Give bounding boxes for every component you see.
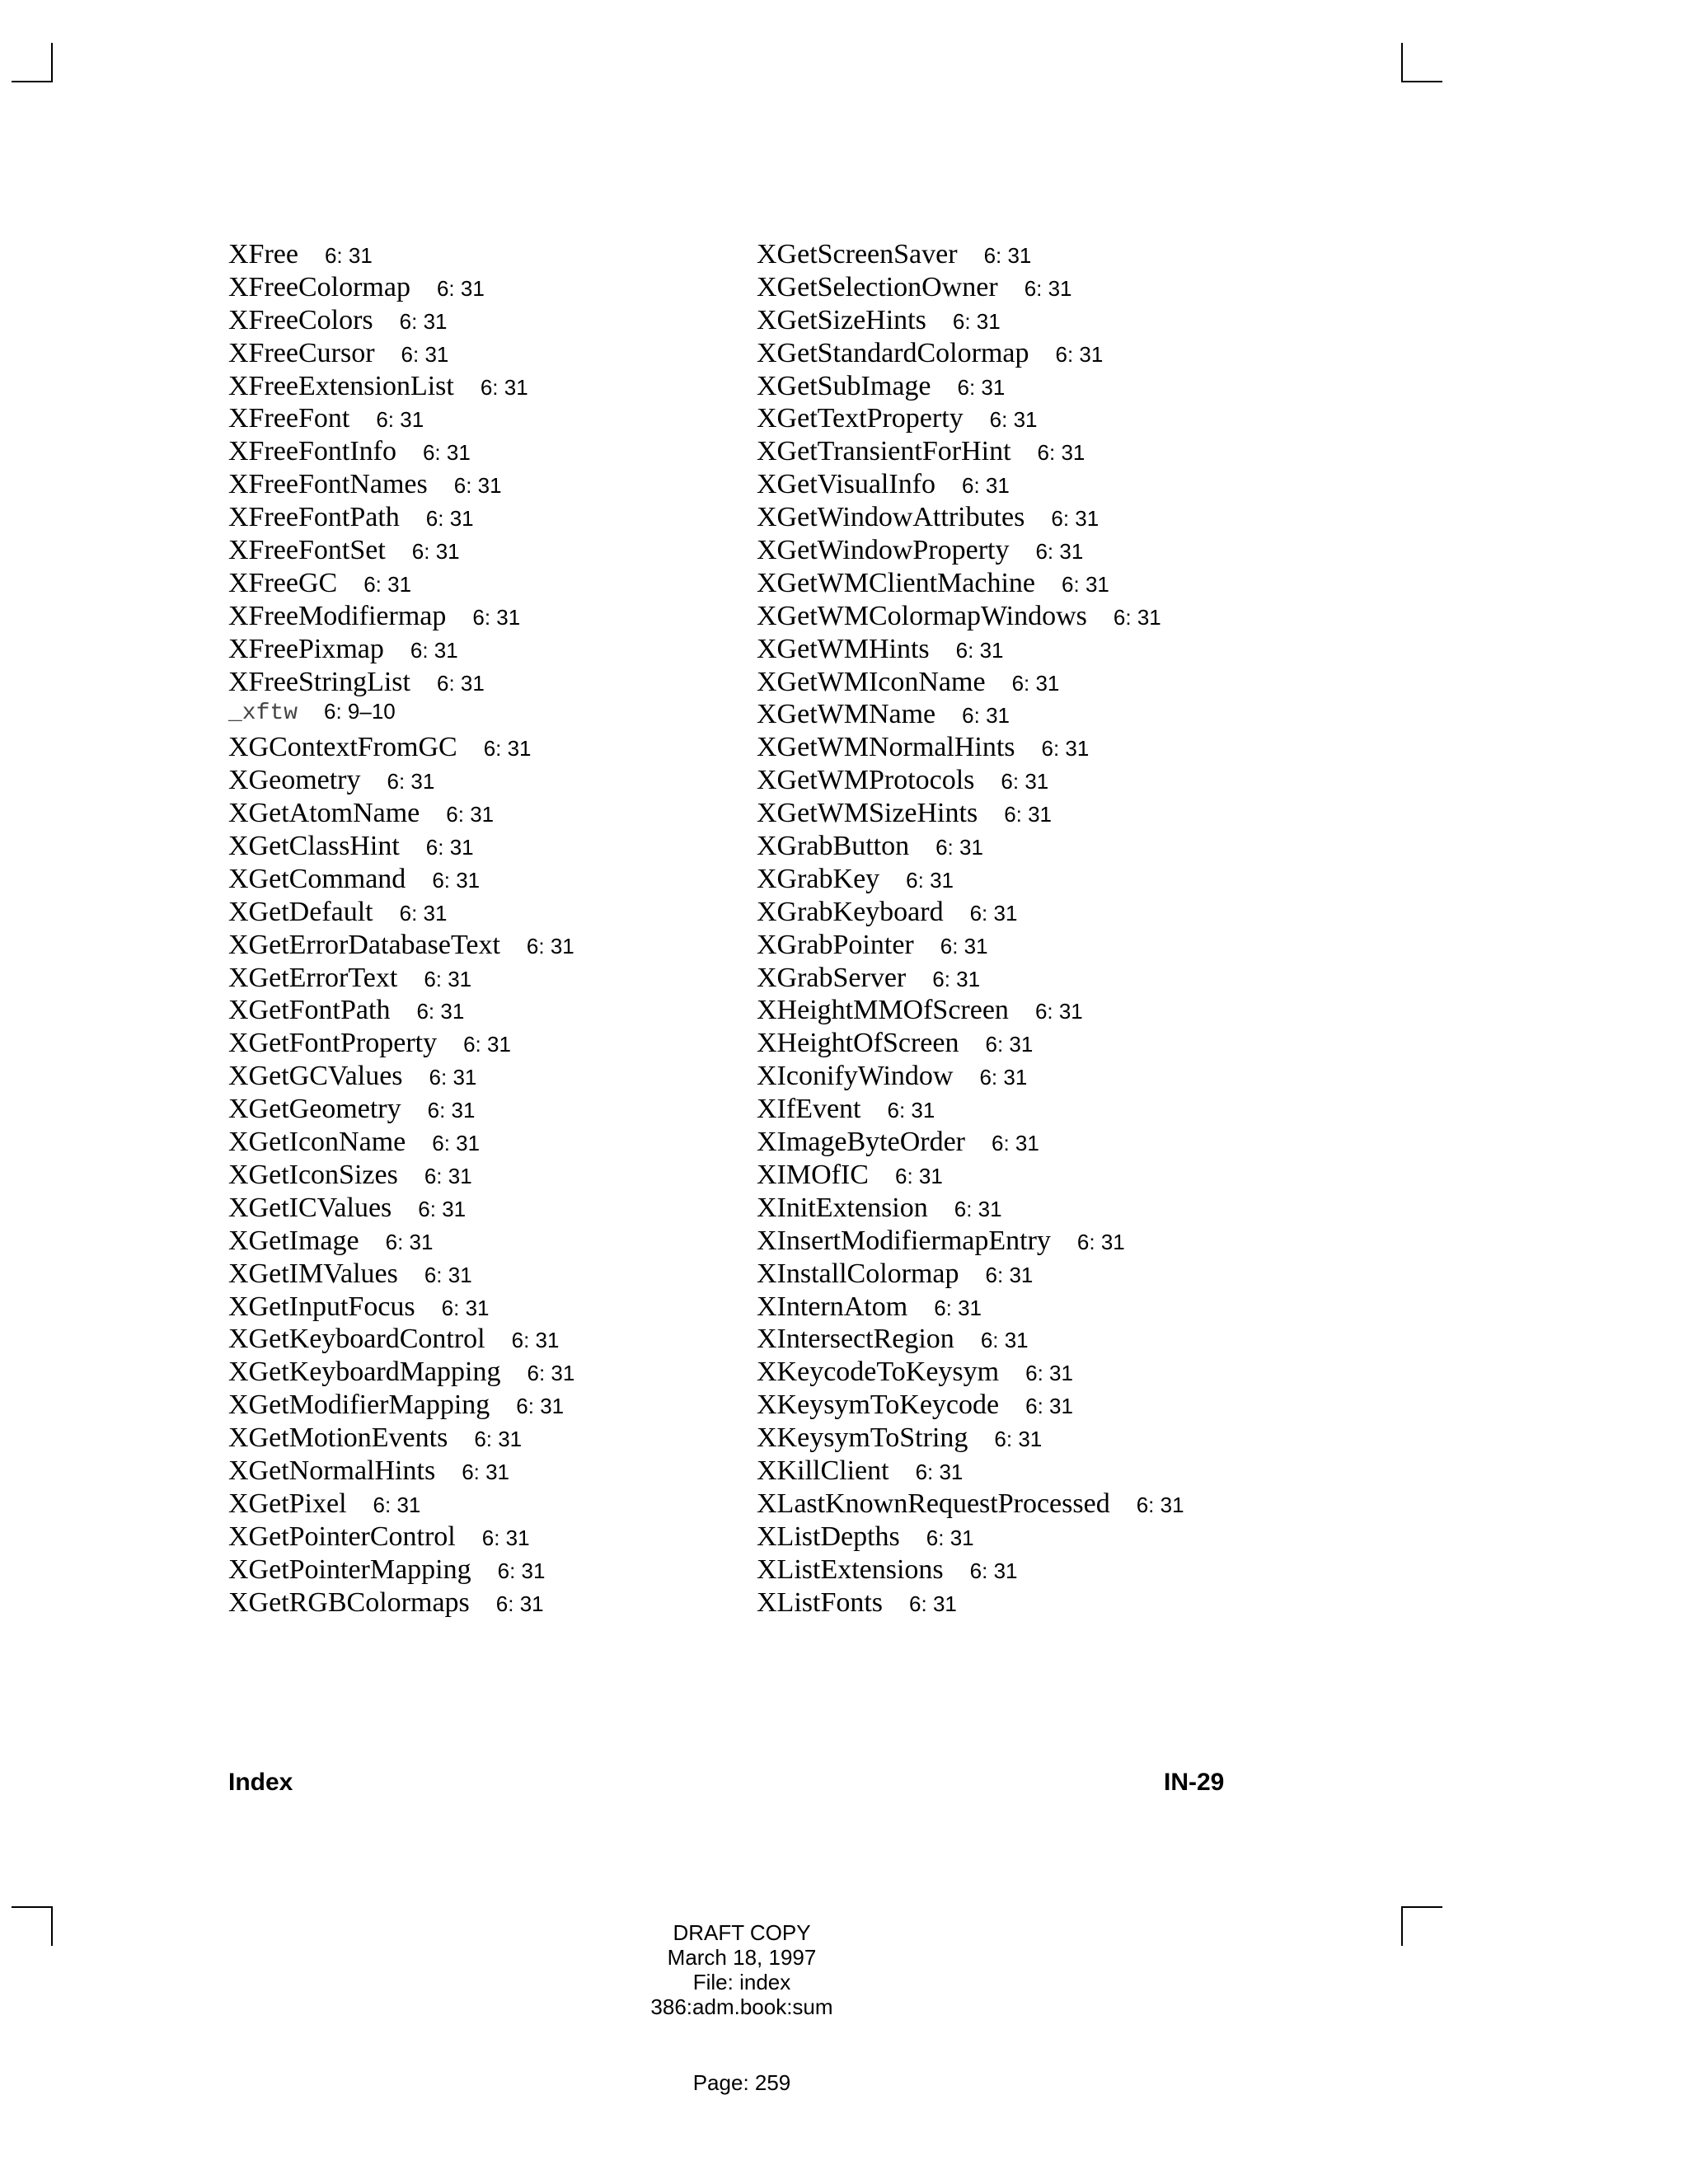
index-term: XGetVisualInfo (757, 469, 936, 500)
index-page-ref: 6: 31 (432, 1131, 481, 1156)
index-term: XInstallColormap (757, 1258, 959, 1289)
index-page-ref: 6: 31 (906, 867, 954, 893)
index-entry (757, 1324, 1184, 1357)
index-term: XGetSubImage (757, 370, 931, 401)
index-entry (757, 403, 1184, 436)
index-term: XGetGeometry (228, 1094, 401, 1125)
index-entry (228, 864, 574, 897)
index-page-ref: 6: 31 (401, 341, 449, 367)
index-term: XImageByteOrder (757, 1127, 966, 1158)
index-entry (757, 634, 1184, 667)
index-entry (228, 1324, 574, 1357)
index-page-ref: 6: 31 (511, 1328, 560, 1353)
index-page-ref: 6: 31 (992, 1131, 1039, 1156)
index-page-ref: 6: 31 (1025, 1361, 1073, 1386)
index-term: XGetAtomName (228, 798, 420, 829)
index-term: XFreeStringList (228, 666, 410, 697)
index-page-ref: 6: 31 (481, 1525, 530, 1550)
index-entry (757, 831, 1184, 864)
index-entry (228, 995, 574, 1028)
index-page-ref: 6: 31 (1076, 1229, 1125, 1254)
index-page-ref: 6: 31 (432, 867, 481, 893)
index-page-ref: 6: 31 (376, 407, 424, 433)
index-entry (757, 469, 1184, 502)
index-entry (228, 1258, 574, 1291)
index-term: XKeycodeToKeysym (757, 1357, 1000, 1388)
index-entry (228, 634, 574, 667)
index-column-left (228, 239, 574, 1619)
index-page-ref: 6: 31 (497, 1558, 546, 1583)
index-term: XGetIconSizes (228, 1159, 398, 1190)
index-entry (228, 1390, 574, 1422)
index-page-ref: 6: 31 (985, 1262, 1034, 1287)
index-entry (228, 469, 574, 502)
index-page-ref: 6: 31 (1025, 1394, 1073, 1419)
index-page-ref: 6: 31 (1051, 506, 1100, 532)
index-term: XGetSelectionOwner (757, 271, 998, 302)
crop-mark-top-right-h (1401, 81, 1442, 82)
index-page-ref: 6: 31 (462, 1459, 510, 1484)
index-entry (757, 502, 1184, 535)
index-term: XGetModifierMapping (228, 1390, 490, 1421)
index-term: XGetIMValues (228, 1258, 398, 1289)
index-entry (228, 601, 574, 634)
index-entry (757, 272, 1184, 305)
index-entry (757, 963, 1184, 996)
index-entry (757, 1094, 1184, 1127)
index-entry (757, 732, 1184, 765)
index-page-ref: 6: 31 (453, 473, 502, 499)
index-term: XGetICValues (228, 1192, 392, 1223)
index-term: XInternAtom (757, 1291, 908, 1322)
index-page-ref: 6: 31 (1011, 670, 1060, 696)
index-page-ref: 6: 31 (429, 1065, 477, 1090)
index-entry (757, 1291, 1184, 1324)
index-entry (228, 1094, 574, 1127)
index-term: XGetTextProperty (757, 403, 964, 434)
index-term: XGetFontProperty (228, 1028, 438, 1059)
index-entry (228, 1160, 574, 1193)
index-page-ref: 6: 31 (427, 1098, 476, 1123)
index-entry (757, 1455, 1184, 1488)
index-page-ref: 6: 31 (411, 539, 460, 565)
index-term: XFreeFontNames (228, 469, 428, 500)
crop-mark-bottom-left-h (12, 1906, 53, 1908)
index-page-ref: 6: 31 (399, 308, 448, 334)
index-term: XGetWMClientMachine (757, 567, 1036, 598)
index-entry (228, 1226, 574, 1258)
index-page-ref: 6: 31 (969, 1558, 1018, 1583)
crop-mark-bottom-right-v (1401, 1906, 1403, 1946)
index-page-ref: 6: 31 (436, 275, 485, 301)
index-term: XFreeGC (228, 567, 338, 598)
index-term: XFreeFontSet (228, 535, 386, 566)
index-term: XInsertModifiermapEntry (757, 1225, 1051, 1256)
index-entry (757, 864, 1184, 897)
index-term: XFreeColors (228, 304, 373, 335)
index-page-ref: 6: 31 (446, 802, 495, 827)
index-entry (757, 930, 1184, 963)
index-page-ref: 6: 31 (969, 900, 1018, 926)
index-entry (757, 699, 1184, 732)
index-term: XKillClient (757, 1455, 889, 1486)
draft-stamp (577, 1920, 907, 2019)
index-entry (757, 601, 1184, 634)
index-entry (228, 667, 574, 700)
index-term: XGetTransientForHint (757, 436, 1011, 467)
index-term: XInitExtension (757, 1192, 928, 1223)
index-term: XGeometry (228, 765, 361, 796)
index-entry (228, 239, 574, 272)
index-page-ref: 6: 31 (424, 1262, 472, 1287)
index-term: XGetWMName (757, 699, 936, 730)
index-entry (228, 897, 574, 930)
index-entry (228, 1422, 574, 1455)
index-term: XGetSizeHints (757, 304, 926, 335)
index-page-ref: 6: 31 (962, 473, 1010, 499)
index-page-ref: 6: 31 (1037, 440, 1085, 466)
index-entry (228, 568, 574, 601)
index-term: XGetWMSizeHints (757, 798, 978, 829)
draft-date: March 18, 1997 (667, 1945, 817, 1970)
index-term: XGrabPointer (757, 929, 914, 960)
index-entry (228, 502, 574, 535)
draft-book: 386:adm.book:sum (650, 1994, 833, 2019)
index-entry (757, 371, 1184, 404)
index-page-ref: 6: 31 (373, 1492, 421, 1517)
index-term: XGetIconName (228, 1127, 406, 1158)
index-entry (228, 699, 574, 732)
index-term: XGetErrorText (228, 962, 398, 993)
index-term: XGContextFromGC (228, 732, 457, 763)
index-term: XFreeFontInfo (228, 436, 396, 467)
index-entry (228, 1291, 574, 1324)
index-page-ref: 6: 9–10 (324, 699, 396, 724)
index-entry (757, 1028, 1184, 1061)
index-page-ref: 6: 31 (1024, 275, 1072, 301)
index-page-ref: 6: 31 (1035, 539, 1084, 565)
index-term: XGetMotionEvents (228, 1422, 448, 1454)
index-entry (228, 930, 574, 963)
index-entry (228, 305, 574, 338)
index-entry (228, 1357, 574, 1390)
index-page-ref: 6: 31 (940, 933, 988, 958)
index-page-ref: 6: 31 (425, 835, 474, 860)
index-page-ref: 6: 31 (1001, 769, 1049, 794)
index-page-ref: 6: 31 (1062, 571, 1109, 597)
index-entry (228, 765, 574, 798)
index-page-ref: 6: 31 (994, 1427, 1043, 1452)
index-entry (757, 995, 1184, 1028)
index-page-ref: 6: 31 (894, 1163, 943, 1188)
index-page-ref: 6: 31 (915, 1459, 964, 1484)
index-term: XGetImage (228, 1225, 359, 1256)
index-page-ref: 6: 31 (385, 1229, 434, 1254)
index-column-right (757, 239, 1184, 1619)
index-page-ref: 6: 31 (985, 1032, 1034, 1057)
index-entry (228, 732, 574, 765)
index-term: XIntersectRegion (757, 1324, 954, 1355)
index-page-ref: 6: 31 (424, 966, 472, 991)
index-term: XGetWMColormapWindows (757, 600, 1087, 631)
index-entry (228, 798, 574, 831)
crop-mark-bottom-left-v (51, 1906, 53, 1946)
index-entry (757, 1357, 1184, 1390)
index-entry (757, 1488, 1184, 1521)
index-term: XGetPixel (228, 1488, 347, 1519)
index-term: XHeightOfScreen (757, 1028, 959, 1059)
index-page-ref: 6: 31 (324, 243, 373, 268)
index-page-ref: 6: 31 (934, 1295, 982, 1320)
index-term: XGrabKey (757, 863, 880, 894)
index-term: XGetNormalHints (228, 1455, 436, 1486)
index-term: XHeightMMOfScreen (757, 995, 1009, 1026)
index-page-ref: 6: 31 (909, 1591, 957, 1616)
index-page-ref: 6: 31 (424, 1163, 472, 1188)
index-term: XFreePixmap (228, 633, 384, 664)
draft-file: File: index (692, 1970, 791, 1994)
index-entry (757, 338, 1184, 371)
index-entry (228, 1554, 574, 1587)
index-entry (757, 798, 1184, 831)
index-entry (228, 272, 574, 305)
index-term: XFreeModifiermap (228, 600, 447, 631)
index-page-ref: 6: 31 (954, 1196, 1002, 1221)
index-term: XGetWMHints (757, 633, 930, 664)
index-entry (757, 1160, 1184, 1193)
index-term: XGetKeyboardMapping (228, 1357, 501, 1388)
index-page-ref: 6: 31 (480, 374, 528, 400)
index-page-ref: 6: 31 (418, 1196, 467, 1221)
index-term: XGetGCValues (228, 1061, 403, 1092)
crop-mark-top-left-h (12, 81, 53, 82)
index-entry (757, 1061, 1184, 1094)
index-entry (228, 338, 574, 371)
draft-title: DRAFT COPY (673, 1920, 811, 1945)
index-page-ref: 6: 31 (516, 1394, 565, 1419)
index-page-ref: 6: 31 (425, 506, 474, 532)
index-page-ref: 6: 31 (957, 374, 1006, 400)
index-entry (757, 1193, 1184, 1226)
index-page-ref: 6: 31 (926, 1525, 974, 1550)
index-page-ref: 6: 31 (1034, 999, 1083, 1024)
index-term: XGrabButton (757, 831, 910, 862)
index-term: XGetDefault (228, 896, 373, 927)
index-entry (757, 239, 1184, 272)
index-page-ref: 6: 31 (463, 1032, 511, 1057)
index-entry (228, 1127, 574, 1160)
index-entry (757, 765, 1184, 798)
index-page-ref: 6: 31 (1004, 802, 1053, 827)
index-term: XLastKnownRequestProcessed (757, 1488, 1110, 1519)
index-entry (757, 1587, 1184, 1620)
index-term: XGetInputFocus (228, 1291, 415, 1322)
index-page-ref: 6: 31 (387, 769, 435, 794)
footer-page-label: IN-29 (1164, 1769, 1225, 1796)
index-page-ref: 6: 31 (955, 637, 1004, 663)
index-term: XFreeCursor (228, 337, 375, 368)
index-entry (228, 963, 574, 996)
index-term: XGetStandardColormap (757, 337, 1029, 368)
index-entry (757, 1390, 1184, 1422)
index-entry (757, 897, 1184, 930)
index-term: XFreeColormap (228, 271, 410, 302)
index-page-ref: 6: 31 (483, 736, 532, 762)
index-entry (228, 1028, 574, 1061)
crop-mark-top-left-v (51, 43, 53, 82)
index-entry (757, 1422, 1184, 1455)
index-entry (228, 1193, 574, 1226)
index-term: XIfEvent (757, 1094, 861, 1125)
index-page-ref: 6: 31 (527, 1361, 575, 1386)
index-page-ref: 6: 31 (441, 1295, 490, 1320)
index-page-ref: 6: 31 (410, 637, 458, 663)
index-entry (757, 1258, 1184, 1291)
index-page-ref: 6: 31 (980, 1328, 1029, 1353)
index-page-ref: 6: 31 (1041, 736, 1090, 762)
crop-mark-bottom-right-h (1401, 1906, 1442, 1908)
index-term: XGetKeyboardControl (228, 1324, 485, 1355)
index-entry (757, 1127, 1184, 1160)
index-entry (757, 1521, 1184, 1554)
index-entry (228, 1455, 574, 1488)
index-page-ref: 6: 31 (422, 440, 471, 466)
index-page-ref: 6: 31 (979, 1065, 1028, 1090)
index-entry (757, 436, 1184, 469)
index-term: XGetScreenSaver (757, 239, 958, 269)
index-entry (228, 535, 574, 568)
index-page-ref: 6: 31 (989, 407, 1038, 433)
index-term: XGetPointerControl (228, 1521, 456, 1552)
index-entry (228, 436, 574, 469)
index-term: XFreeFont (228, 403, 350, 434)
index-term: XGetWindowProperty (757, 535, 1010, 566)
index-entry (757, 667, 1184, 700)
index-page-ref: 6: 31 (436, 670, 485, 696)
index-term: XFreeExtensionList (228, 370, 454, 401)
index-term: XGetWMNormalHints (757, 732, 1015, 763)
index-term: _xftw (228, 701, 298, 727)
index-page-ref: 6: 31 (1055, 341, 1104, 367)
index-term: XListFonts (757, 1586, 884, 1618)
index-term: XFree (228, 239, 298, 269)
index-page-ref: 6: 31 (887, 1098, 935, 1123)
index-entry (228, 371, 574, 404)
index-entry (228, 1061, 574, 1094)
index-page-ref: 6: 31 (983, 243, 1032, 268)
index-term: XGetWMProtocols (757, 765, 975, 796)
index-entry (757, 535, 1184, 568)
index-term: XGetWindowAttributes (757, 502, 1025, 533)
crop-mark-top-right-v (1401, 43, 1403, 82)
index-entry (228, 1521, 574, 1554)
index-entry (228, 403, 574, 436)
index-entry (228, 1587, 574, 1620)
index-page-ref: 6: 31 (474, 1427, 523, 1452)
index-term: XListExtensions (757, 1554, 944, 1585)
index-term: XKeysymToString (757, 1422, 968, 1454)
index-page-ref: 6: 31 (495, 1591, 544, 1616)
index-term: XGetPointerMapping (228, 1554, 471, 1585)
index-term: XGetWMIconName (757, 666, 986, 697)
index-page-ref: 6: 31 (935, 835, 983, 860)
index-term: XIMOfIC (757, 1159, 869, 1190)
index-page-ref: 6: 31 (526, 933, 574, 958)
index-term: XGetRGBColormaps (228, 1586, 470, 1618)
index-term: XGetFontPath (228, 995, 391, 1026)
footer-section-label: Index (228, 1769, 293, 1796)
index-page-ref: 6: 31 (472, 604, 521, 630)
index-page-ref: 6: 31 (1136, 1492, 1184, 1517)
index-term: XGetClassHint (228, 831, 400, 862)
index-term: XKeysymToKeycode (757, 1390, 1000, 1421)
index-term: XGrabKeyboard (757, 896, 944, 927)
index-entry (228, 1488, 574, 1521)
index-page-ref: 6: 31 (952, 308, 1001, 334)
index-page-ref: 6: 31 (399, 900, 448, 926)
index-entry (757, 568, 1184, 601)
index-page-ref: 6: 31 (363, 571, 412, 597)
index-entry (757, 305, 1184, 338)
index-page-ref: 6: 31 (416, 999, 465, 1024)
index-page-ref: 6: 31 (962, 703, 1010, 729)
page-number: Page: 259 (692, 2070, 791, 2095)
index-page-ref: 6: 31 (1113, 604, 1161, 630)
index-entry (757, 1554, 1184, 1587)
index-term: XFreeFontPath (228, 502, 400, 533)
index-term: XIconifyWindow (757, 1061, 954, 1092)
index-term: XGrabServer (757, 962, 907, 993)
index-term: XGetErrorDatabaseText (228, 929, 500, 960)
index-page-ref: 6: 31 (932, 966, 981, 991)
index-entry (757, 1226, 1184, 1258)
index-entry (228, 831, 574, 864)
index-term: XGetCommand (228, 863, 406, 894)
index-term: XListDepths (757, 1521, 900, 1552)
